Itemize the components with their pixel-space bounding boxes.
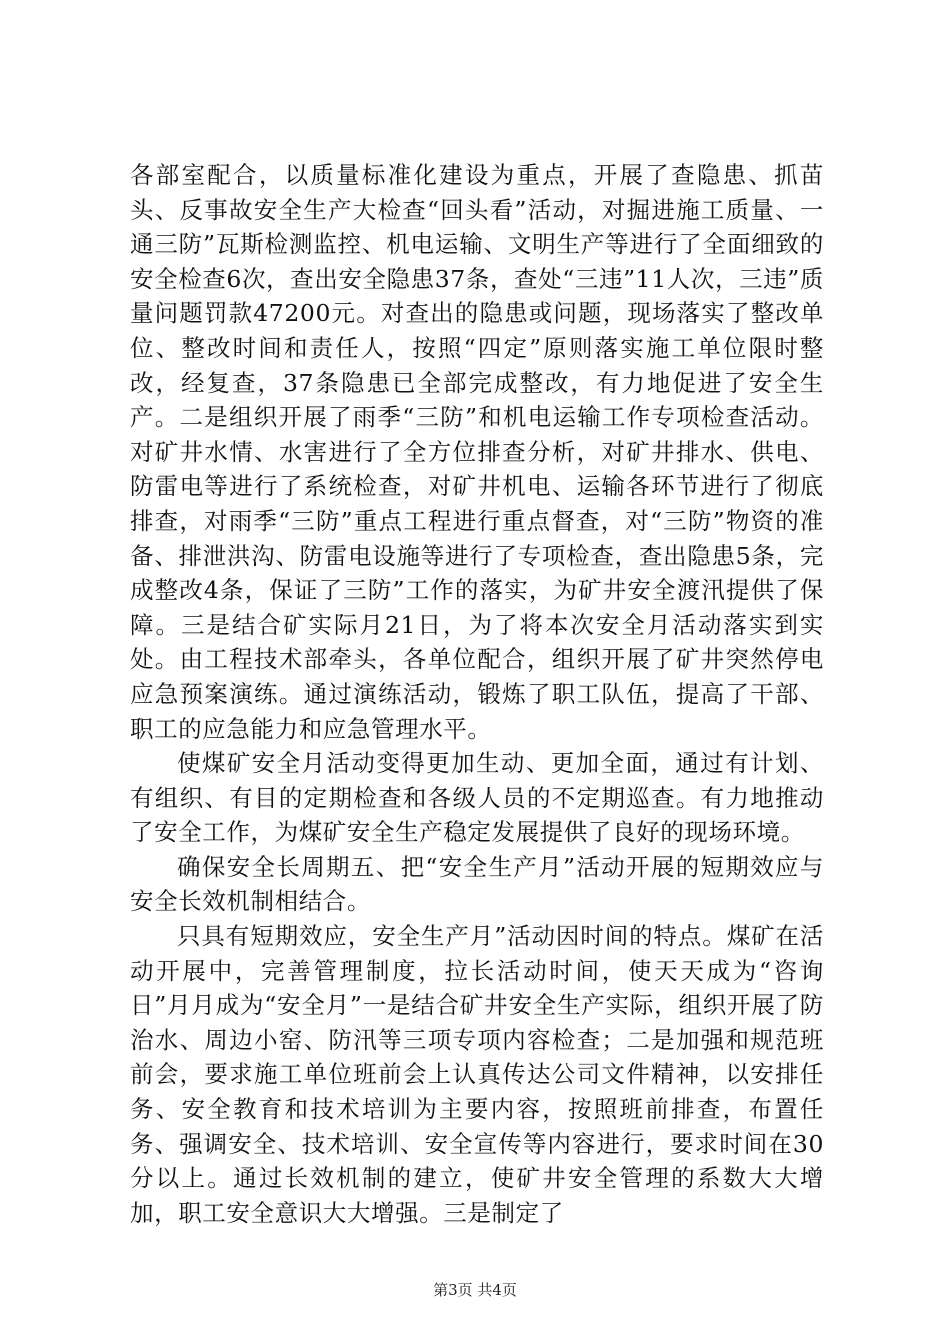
paragraph-2: 使煤矿安全月活动变得更加生动、更加全面，通过有计划、有组织、有目的定期检查和各级人员的不定期巡查。有力地推动了安全工作，为煤矿安全生产稳定发展提供了良好的现场环境。: [130, 749, 824, 847]
paragraph-4: 只具有短期效应，安全生产月”活动因时间的特点。煤矿在活动开展中，完善管理制度，拉长活动时间，使天天成为“咨询日”月月成为“安全月”一是结合矿井安全生产实际，组织开展了防治水、周边小窑、防汛等三项专项内容检查；二是加强和规范班前会，要求施工单位班前会上认真传达公司文件精神，以安排任务、安全教育和技术培训为主要内容，按照班前排查，布置任务、强调安全、技术培训、安全宣传等内容进行，要求时间在30分以上。通过长效机制的建立，使矿井安全管理的系数大大增加，职工安全意识大大增强。三是制定了: [130, 922, 824, 1227]
paragraph-1: 各部室配合，以质量标准化建设为重点，开展了查隐患、抓苗头、反事故安全生产大检查“回头看”活动，对掘进施工质量、一通三防”瓦斯检测监控、机电运输、文明生产等进行了全面细致的安全检查6次，查出安全隐患37条，查处“三违”11人次，三违”质量问题罚款47200元。对查出的隐患或问题，现场落实了整改单位、整改时间和责任人，按照“四定”原则落实施工单位限时整改，经复查，37条隐患已全部完成整改，有力地促进了安全生产。二是组织开展了雨季“三防”和机电运输工作专项检查活动。对矿井水情、水害进行了全方位排查分析，对矿井排水、供电、防雷电等进行了系统检查，对矿井机电、运输各环节进行了彻底排查，对雨季“三防”重点工程进行重点督查，对“三防”物资的准备、排泄洪沟、防雷电设施等进行了专项检查，查出隐患5条，完成整改4条，保证了三防”工作的落实，为矿井安全渡汛提供了保障。三是结合矿实际月21日，为了将本次安全月活动落实到实处。由工程技术部牵头，各单位配合，组织开展了矿井突然停电应急预案演练。通过演练活动，锻炼了职工队伍，提高了干部、职工的应急能力和应急管理水平。: [130, 161, 824, 743]
page-footer: 第3页 共4页: [433, 1281, 517, 1299]
paragraph-3: 确保安全长周期五、把“安全生产月”活动开展的短期效应与安全长效机制相结合。: [130, 852, 824, 916]
document-body: [130, 158, 824, 1230]
